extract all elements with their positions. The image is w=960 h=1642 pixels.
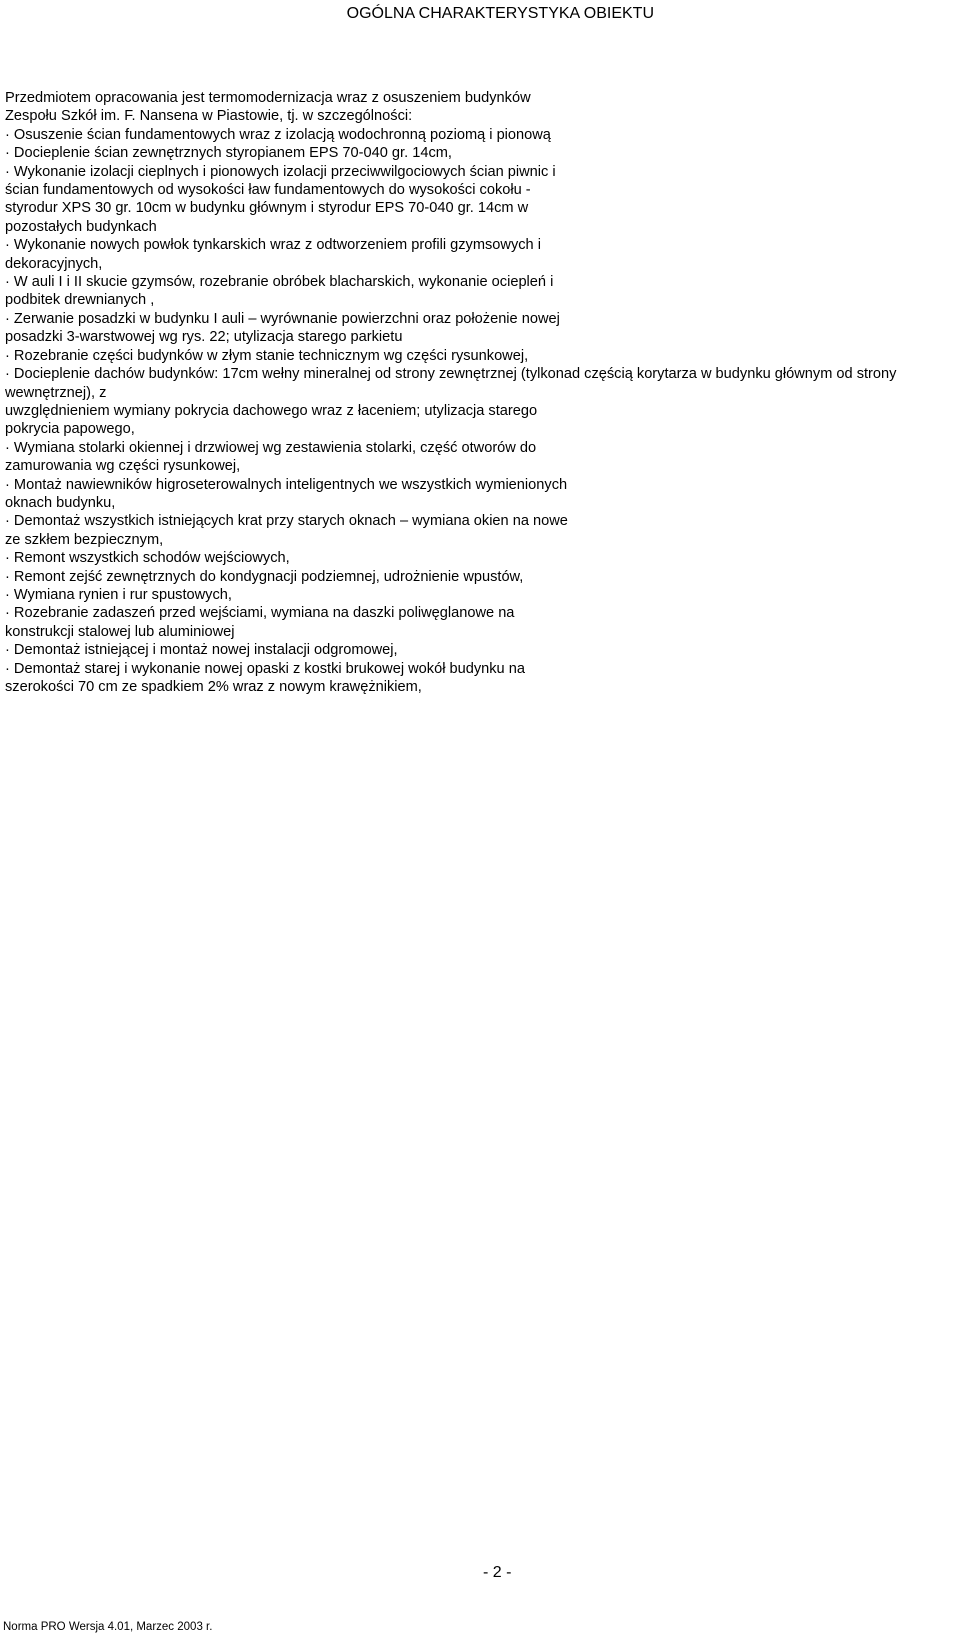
body-line: dekoracyjnych, bbox=[5, 255, 103, 272]
body-line: uwzględnieniem wymiany pokrycia dachowego wraz z łaceniem; utylizacja starego bbox=[5, 402, 538, 419]
body-line: wewnętrznej), z bbox=[5, 384, 107, 401]
body-line: Zespołu Szkół im. F. Nansena w Piastowie, tj. w szczególności: bbox=[5, 108, 413, 125]
body-line: · Docieplenie ścian zewnętrznych styropianem EPS 70-040 gr. 14cm, bbox=[5, 145, 452, 162]
body-line: · Montaż nawiewników higroseterowalnych inteligentnych we wszystkich wymienionych bbox=[5, 476, 568, 493]
body-line: szerokości 70 cm ze spadkiem 2% wraz z nowym krawężnikiem, bbox=[5, 679, 422, 695]
body-line: · Rozebranie części budynków w złym stanie technicznym wg części rysunkowej, bbox=[5, 347, 529, 364]
page-header-title: OGÓLNA CHARAKTERYSTYKA OBIEKTU bbox=[346, 5, 654, 22]
body-line: Przedmiotem opracowania jest termomodernizacja wraz z osuszeniem budynków bbox=[5, 90, 531, 106]
body-line: styrodur XPS 30 gr. 10cm w budynku głównym i styrodur EPS 70-040 gr. 14cm w bbox=[5, 200, 529, 217]
body-line: · Wymiana rynien i rur spustowych, bbox=[5, 586, 232, 603]
body-line: · Remont zejść zewnętrznych do kondygnacji podziemnej, udrożnienie wpustów, bbox=[5, 568, 524, 585]
document-body bbox=[5, 89, 955, 696]
body-line: · Docieplenie dachów budynków: 17cm wełny mineralnej od strony zewnętrznej (tylkonad częścią korytarza w budynku głównym od strony bbox=[5, 366, 897, 383]
body-line: podbitek drewnianych , bbox=[5, 292, 155, 309]
body-line: pozostałych budynkach bbox=[5, 218, 157, 235]
body-line: · Demontaż starej i wykonanie nowej opaski z kostki brukowej wokół budynku na bbox=[5, 660, 525, 677]
body-line: ze szkłem bezpiecznym, bbox=[5, 531, 164, 548]
page-number: - 2 - bbox=[483, 1564, 512, 1581]
footer-text: Norma PRO Wersja 4.01, Marzec 2003 r. bbox=[3, 1621, 213, 1633]
body-line: · Wykonanie izolacji cieplnych i pionowych izolacji przeciwwilgociowych ścian piwnic i bbox=[5, 163, 556, 180]
body-line: oknach budynku, bbox=[5, 494, 116, 511]
body-line: posadzki 3-warstwowej wg rys. 22; utylizacja starego parkietu bbox=[5, 329, 403, 346]
body-line: · Wykonanie nowych powłok tynkarskich wraz z odtworzeniem profili gzymsowych i bbox=[5, 237, 541, 254]
body-line: · Zerwanie posadzki w budynku I auli – wyrównanie powierzchni oraz położenie nowej bbox=[5, 310, 560, 327]
body-line: ścian fundamentowych od wysokości ław fundamentowych do wysokości cokołu - bbox=[5, 182, 531, 199]
body-line: · Rozebranie zadaszeń przed wejściami, wymiana na daszki poliwęglanowe na bbox=[5, 605, 515, 622]
body-line: · Remont wszystkich schodów wejściowych, bbox=[5, 550, 290, 567]
body-line: · Wymiana stolarki okiennej i drzwiowej wg zestawienia stolarki, część otworów do bbox=[5, 439, 537, 456]
body-line: · W auli I i II skucie gzymsów, rozebranie obróbek blacharskich, wykonanie ociepleń i bbox=[5, 274, 554, 291]
body-line: · Osuszenie ścian fundamentowych wraz z izolacją wodochronną poziomą i pionową bbox=[5, 126, 551, 143]
body-line: · Demontaż istniejącej i montaż nowej instalacji odgromowej, bbox=[5, 642, 398, 659]
body-line: zamurowania wg części rysunkowej, bbox=[5, 458, 241, 475]
body-line: pokrycia papowego, bbox=[5, 421, 135, 438]
body-line: konstrukcji stalowej lub aluminiowej bbox=[5, 623, 235, 640]
body-line: · Demontaż wszystkich istniejących krat przy starych oknach – wymiana okien na nowe bbox=[5, 513, 568, 530]
